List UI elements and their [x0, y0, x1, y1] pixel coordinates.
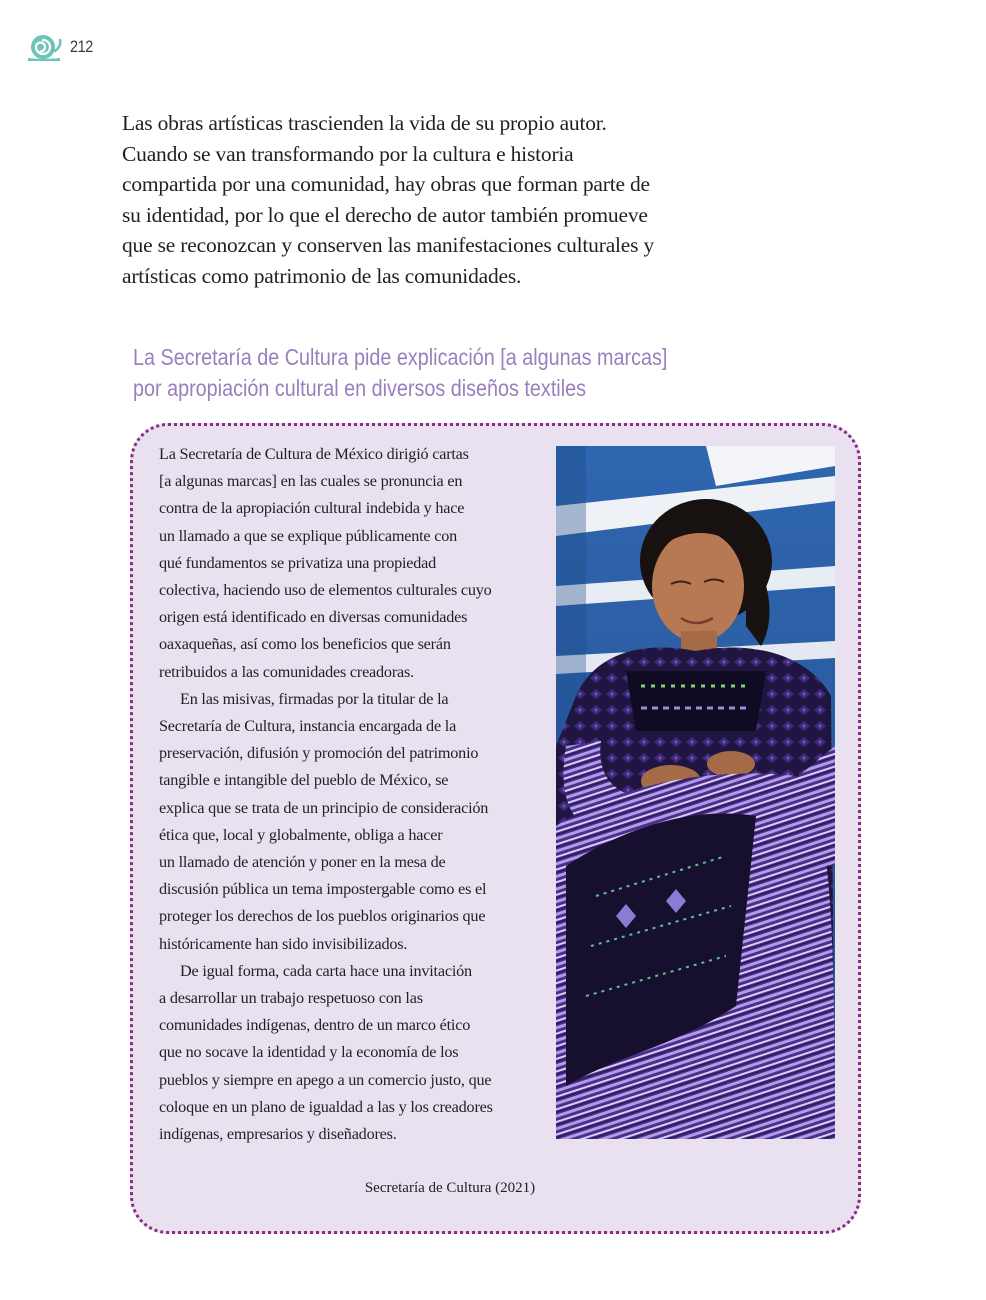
article-line: pueblos y siempre en apego a un comercio justo, que	[159, 1070, 492, 1089]
article-paragraph	[159, 958, 539, 1148]
intro-line: compartida por una comunidad, hay obras que forman parte de	[122, 172, 650, 196]
article-paragraph	[159, 686, 539, 958]
article-line: un llamado a que se explique públicamente con	[159, 526, 458, 545]
news-source: Secretaría de Cultura (2021)	[364, 1180, 536, 1196]
article-line: De igual forma, cada carta hace una invitación	[180, 961, 472, 980]
news-headline-line: La Secretaría de Cultura pide explicación [a algunas marcas]	[133, 344, 668, 370]
article-line: La Secretaría de Cultura de México dirigió cartas	[159, 445, 469, 463]
article-line: qué fundamentos se privatiza una propiedad	[159, 553, 437, 572]
article-line: tangible e intangible del pueblo de México, se	[159, 771, 449, 790]
article-line: oaxaqueñas, así como los beneficios que serán	[159, 635, 451, 654]
page-number: 212	[70, 37, 93, 56]
artisan-photo	[556, 446, 835, 1139]
intro-line: Las obras artísticas trascienden la vida de su propio autor.	[122, 111, 607, 135]
snail-icon	[26, 32, 62, 62]
article-line: ética que, local y globalmente, obliga a hacer	[159, 825, 443, 844]
intro-paragraph	[122, 108, 722, 291]
article-line: explica que se trata de un principio de consideración	[159, 798, 489, 817]
article-paragraph	[159, 441, 539, 686]
article-line: contra de la apropiación cultural indebida y hace	[159, 499, 465, 518]
news-headline-line: por apropiación cultural en diversos diseños textiles	[133, 375, 586, 401]
article-line: comunidades indígenas, dentro de un marco ético	[159, 1016, 471, 1035]
article-line: proteger los derechos de los pueblos originarios que	[159, 907, 486, 926]
intro-line: que se reconozcan y conserven las manifestaciones culturales y	[122, 233, 655, 257]
article-line: que no socave la identidad y la economía de los	[159, 1043, 459, 1062]
page-header	[26, 30, 97, 64]
article-line: Secretaría de Cultura, instancia encargada de la	[159, 717, 457, 736]
news-article-text	[159, 441, 539, 1148]
article-line: discusión pública un tema impostergable como es el	[159, 880, 487, 899]
article-line: preservación, difusión y promoción del patrimonio	[159, 744, 479, 763]
article-line: a desarrollar un trabajo respetuoso con las	[159, 989, 423, 1008]
article-line: En las misivas, firmadas por la titular de la	[180, 689, 449, 708]
intro-line: su identidad, por lo que el derecho de autor también promueve	[122, 202, 648, 227]
article-line: históricamente han sido invisibilizados.	[159, 934, 408, 953]
article-line: indígenas, empresarios y diseñadores.	[159, 1125, 397, 1144]
article-line: origen está identificado en diversas comunidades	[159, 608, 468, 627]
artisan-photo-illustration	[556, 446, 835, 1139]
article-line: retribuidos a las comunidades creadoras.	[159, 662, 414, 681]
intro-line: Cuando se van transformando por la cultura e historia	[122, 141, 574, 166]
intro-line: artísticas como patrimonio de las comunidades.	[122, 263, 522, 288]
article-line: un llamado de atención y poner en la mesa de	[159, 853, 446, 872]
article-line: [a algunas marcas] en las cuales se pronuncia en	[159, 472, 463, 491]
news-headline	[133, 342, 666, 404]
article-line: colectiva, haciendo uso de elementos culturales cuyo	[159, 581, 492, 600]
article-line: coloque en un plano de igualdad a las y los creadores	[159, 1097, 493, 1116]
